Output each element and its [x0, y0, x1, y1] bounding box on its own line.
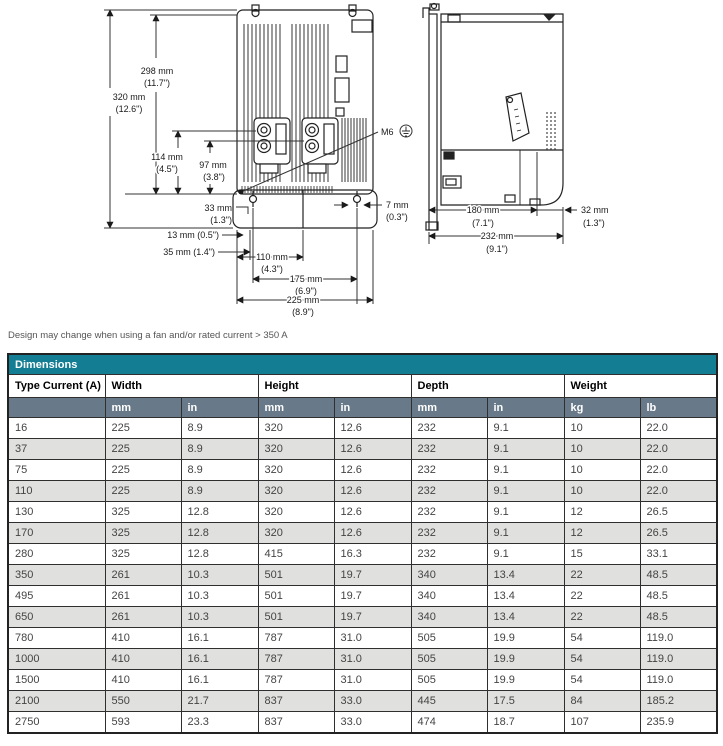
table-cell: 320	[258, 481, 334, 502]
table-cell: 320	[258, 502, 334, 523]
col-header-type-current: Type Current (A)	[8, 375, 105, 398]
table-cell: 22	[564, 586, 640, 607]
dim-label-114in: (4.5")	[156, 164, 178, 174]
table-cell: 232	[411, 523, 487, 544]
dim-label-35mm: 35 mm (1.4")	[163, 247, 215, 257]
table-cell: 48.5	[640, 586, 717, 607]
table-cell: 185.2	[640, 691, 717, 712]
front-view-drawing	[233, 5, 377, 228]
side-view-drawing	[423, 4, 563, 231]
dim-label-320in: (12.6")	[115, 104, 143, 114]
table-cell: 19.9	[487, 628, 564, 649]
table-cell: 33.0	[334, 712, 411, 734]
col-header-weight: Weight	[564, 375, 717, 398]
table-cell: 18.7	[487, 712, 564, 734]
table-cell: 13.4	[487, 607, 564, 628]
table-cell: 1500	[8, 670, 105, 691]
table-cell: 505	[411, 649, 487, 670]
table-cell: 780	[8, 628, 105, 649]
table-cell: 9.1	[487, 418, 564, 439]
table-cell: 37	[8, 439, 105, 460]
design-note: Design may change when using a fan and/or rated current > 350 A	[8, 330, 288, 341]
table-row	[8, 481, 717, 502]
table-cell: 280	[8, 544, 105, 565]
dim-label-225in: (8.9")	[292, 307, 314, 317]
table-cell: 10.3	[181, 586, 258, 607]
table-cell: 19.9	[487, 649, 564, 670]
table-cell: 415	[258, 544, 334, 565]
table-cell: 10	[564, 460, 640, 481]
subheader-width-mm: mm	[105, 398, 181, 418]
table-cell: 10.3	[181, 607, 258, 628]
table-cell: 340	[411, 607, 487, 628]
table-cell: 21.7	[181, 691, 258, 712]
dim-label-232in: (9.1")	[486, 244, 508, 254]
table-cell: 320	[258, 439, 334, 460]
table-cell: 33.0	[334, 691, 411, 712]
table-cell: 48.5	[640, 607, 717, 628]
dim-label-180mm: 180 mm	[466, 205, 500, 215]
table-row	[8, 691, 717, 712]
subheader-empty	[8, 398, 105, 418]
table-cell: 9.1	[487, 460, 564, 481]
table-cell: 23.3	[181, 712, 258, 734]
table-cell: 320	[258, 523, 334, 544]
dimensions-table-wrap	[7, 353, 723, 734]
table-cell: 10	[564, 439, 640, 460]
table-cell: 22.0	[640, 439, 717, 460]
table-row	[8, 502, 717, 523]
table-cell: 19.7	[334, 565, 411, 586]
table-cell: 13.4	[487, 586, 564, 607]
col-header-width: Width	[105, 375, 258, 398]
table-cell: 84	[564, 691, 640, 712]
table-row	[8, 649, 717, 670]
table-cell: 320	[258, 418, 334, 439]
dim-label-110in: (4.3")	[261, 264, 283, 274]
table-cell: 232	[411, 502, 487, 523]
table-cell: 13.4	[487, 565, 564, 586]
table-cell: 12.8	[181, 544, 258, 565]
table-row	[8, 460, 717, 481]
table-cell: 410	[105, 628, 181, 649]
table-cell: 235.9	[640, 712, 717, 734]
table-cell: 550	[105, 691, 181, 712]
table-row	[8, 544, 717, 565]
dim-label-175in: (6.9")	[295, 286, 317, 296]
table-cell: 787	[258, 628, 334, 649]
table-cell: 837	[258, 712, 334, 734]
table-cell: 650	[8, 607, 105, 628]
table-cell: 31.0	[334, 670, 411, 691]
table-cell: 787	[258, 649, 334, 670]
table-cell: 505	[411, 628, 487, 649]
table-group-header-row	[8, 375, 717, 398]
table-cell: 8.9	[181, 418, 258, 439]
table-cell: 10.3	[181, 565, 258, 586]
table-cell: 12.6	[334, 460, 411, 481]
table-cell: 2750	[8, 712, 105, 734]
table-cell: 19.7	[334, 607, 411, 628]
table-cell: 54	[564, 628, 640, 649]
table-cell: 501	[258, 607, 334, 628]
dim-label-180in: (7.1")	[472, 218, 494, 228]
table-cell: 48.5	[640, 565, 717, 586]
table-row	[8, 628, 717, 649]
dim-label-114mm: 114 mm	[151, 152, 183, 162]
dim-label-175mm: 175 mm	[289, 274, 323, 284]
table-row	[8, 418, 717, 439]
dim-label-320mm: 320 mm	[112, 92, 146, 102]
table-cell: 505	[411, 670, 487, 691]
subheader-depth-mm: mm	[411, 398, 487, 418]
side-view-labels	[467, 205, 609, 254]
table-cell: 12.6	[334, 502, 411, 523]
table-cell: 12.8	[181, 502, 258, 523]
table-cell: 325	[105, 523, 181, 544]
dim-label-32in: (1.3")	[583, 218, 605, 228]
table-cell: 232	[411, 460, 487, 481]
table-cell: 130	[8, 502, 105, 523]
table-cell: 12.6	[334, 523, 411, 544]
table-row	[8, 670, 717, 691]
table-cell: 225	[105, 439, 181, 460]
table-cell: 16	[8, 418, 105, 439]
table-cell: 9.1	[487, 502, 564, 523]
table-cell: 12	[564, 502, 640, 523]
table-cell: 26.5	[640, 502, 717, 523]
subheader-height-mm: mm	[258, 398, 334, 418]
table-cell: 225	[105, 460, 181, 481]
table-cell: 9.1	[487, 439, 564, 460]
table-cell: 8.9	[181, 481, 258, 502]
table-cell: 54	[564, 649, 640, 670]
table-cell: 119.0	[640, 628, 717, 649]
dim-label-32mm: 32 mm	[581, 205, 609, 215]
table-cell: 225	[105, 418, 181, 439]
subheader-weight-kg: kg	[564, 398, 640, 418]
table-cell: 107	[564, 712, 640, 734]
table-cell: 15	[564, 544, 640, 565]
table-row	[8, 439, 717, 460]
table-cell: 12.6	[334, 481, 411, 502]
table-cell: 2100	[8, 691, 105, 712]
ground-symbol-icon	[400, 125, 412, 137]
table-cell: 495	[8, 586, 105, 607]
subheader-width-in: in	[181, 398, 258, 418]
table-cell: 445	[411, 691, 487, 712]
table-title: Dimensions	[8, 354, 717, 375]
table-cell: 8.9	[181, 439, 258, 460]
table-cell: 350	[8, 565, 105, 586]
table-cell: 232	[411, 439, 487, 460]
table-cell: 54	[564, 670, 640, 691]
dimensions-table	[7, 353, 718, 734]
table-cell: 19.9	[487, 670, 564, 691]
table-cell: 10	[564, 418, 640, 439]
table-cell: 593	[105, 712, 181, 734]
table-cell: 325	[105, 544, 181, 565]
table-cell: 12.8	[181, 523, 258, 544]
table-cell: 22.0	[640, 460, 717, 481]
table-row	[8, 586, 717, 607]
table-row	[8, 607, 717, 628]
screw-size-label: M6	[381, 127, 394, 137]
table-cell: 22	[564, 607, 640, 628]
table-cell: 12.6	[334, 439, 411, 460]
table-cell: 232	[411, 418, 487, 439]
table-cell: 119.0	[640, 670, 717, 691]
table-cell: 12.6	[334, 418, 411, 439]
table-cell: 474	[411, 712, 487, 734]
table-row	[8, 523, 717, 544]
technical-drawing-svg	[0, 0, 723, 326]
table-cell: 325	[105, 502, 181, 523]
table-cell: 16.1	[181, 670, 258, 691]
table-cell: 17.5	[487, 691, 564, 712]
table-cell: 501	[258, 586, 334, 607]
table-cell: 787	[258, 670, 334, 691]
dim-label-110mm: 110 mm	[256, 252, 288, 262]
dim-label-298in: (11.7")	[143, 78, 171, 88]
table-cell: 340	[411, 565, 487, 586]
subheader-depth-in: in	[487, 398, 564, 418]
dim-label-13mm: 13 mm (0.5")	[167, 230, 219, 240]
table-row	[8, 712, 717, 734]
subheader-weight-lb: lb	[640, 398, 717, 418]
table-cell: 225	[105, 481, 181, 502]
table-cell: 9.1	[487, 544, 564, 565]
dim-label-225mm: 225 mm	[286, 295, 320, 305]
table-cell: 320	[258, 460, 334, 481]
table-cell: 170	[8, 523, 105, 544]
table-cell: 501	[258, 565, 334, 586]
table-cell: 261	[105, 586, 181, 607]
table-cell: 232	[411, 544, 487, 565]
table-cell: 110	[8, 481, 105, 502]
table-subheader-row	[8, 398, 717, 418]
table-cell: 31.0	[334, 649, 411, 670]
table-cell: 22.0	[640, 481, 717, 502]
table-cell: 410	[105, 670, 181, 691]
table-cell: 1000	[8, 649, 105, 670]
table-cell: 26.5	[640, 523, 717, 544]
dim-label-33in: (1.3")	[210, 215, 232, 225]
table-cell: 33.1	[640, 544, 717, 565]
dim-label-232mm: 232 mm	[480, 231, 514, 241]
subheader-height-in: in	[334, 398, 411, 418]
dimension-drawings	[0, 0, 723, 326]
table-cell: 261	[105, 607, 181, 628]
dim-label-97in: (3.8")	[203, 172, 225, 182]
dim-label-7in: (0.3")	[386, 212, 408, 222]
table-cell: 16.1	[181, 649, 258, 670]
col-header-depth: Depth	[411, 375, 564, 398]
dim-label-97mm: 97 mm	[199, 160, 227, 170]
table-cell: 75	[8, 460, 105, 481]
table-cell: 340	[411, 586, 487, 607]
col-header-height: Height	[258, 375, 411, 398]
table-cell: 8.9	[181, 460, 258, 481]
table-cell: 232	[411, 481, 487, 502]
table-cell: 119.0	[640, 649, 717, 670]
table-cell: 16.1	[181, 628, 258, 649]
table-body	[8, 418, 717, 734]
table-cell: 261	[105, 565, 181, 586]
table-cell: 12	[564, 523, 640, 544]
table-cell: 22.0	[640, 418, 717, 439]
table-cell: 410	[105, 649, 181, 670]
table-cell: 9.1	[487, 481, 564, 502]
table-cell: 16.3	[334, 544, 411, 565]
dim-label-33mm: 33 mm	[204, 203, 232, 213]
dim-label-7mm: 7 mm	[386, 200, 409, 210]
table-cell: 22	[564, 565, 640, 586]
table-cell: 10	[564, 481, 640, 502]
table-row	[8, 565, 717, 586]
table-cell: 837	[258, 691, 334, 712]
table-cell: 19.7	[334, 586, 411, 607]
table-cell: 31.0	[334, 628, 411, 649]
table-cell: 9.1	[487, 523, 564, 544]
dim-label-298mm: 298 mm	[140, 66, 174, 76]
